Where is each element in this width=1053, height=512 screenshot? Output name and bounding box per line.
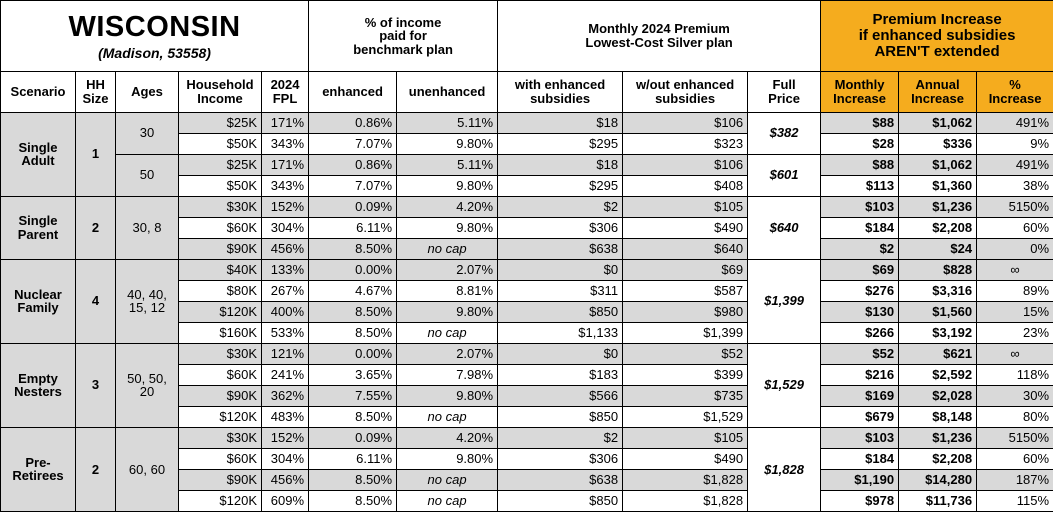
fpl-value: 152%: [262, 196, 309, 217]
enhanced-pct-value: 8.50%: [309, 238, 397, 259]
unenhanced-pct-value: 5.11%: [397, 154, 498, 175]
enhanced-pct-value: 6.11%: [309, 217, 397, 238]
ages-value: 30, 8: [116, 196, 179, 259]
enhanced-pct-value: 0.00%: [309, 259, 397, 280]
unenhanced-pct-value: 9.80%: [397, 448, 498, 469]
unenhanced-pct-value: no cap: [397, 490, 498, 511]
enhanced-pct-value: 7.07%: [309, 133, 397, 154]
monthly-increase-value: $88: [821, 154, 899, 175]
full-price-value: $382: [748, 112, 821, 154]
monthly-increase-value: $276: [821, 280, 899, 301]
fpl-value: 362%: [262, 385, 309, 406]
column-header-enhanced: enhanced: [309, 72, 397, 113]
fpl-value: 152%: [262, 427, 309, 448]
annual-increase-value: $1,062: [899, 112, 977, 133]
annual-increase-value: $1,236: [899, 427, 977, 448]
pct-increase-value: 5150%: [977, 427, 1053, 448]
unenhanced-pct-value: 4.20%: [397, 196, 498, 217]
monthly-increase-value: $978: [821, 490, 899, 511]
premium-without-subsidies-value: $587: [623, 280, 748, 301]
fpl-value: 456%: [262, 469, 309, 490]
monthly-increase-value: $679: [821, 406, 899, 427]
premium-without-subsidies-value: $490: [623, 448, 748, 469]
fpl-value: 133%: [262, 259, 309, 280]
household-income-value: $50K: [179, 175, 262, 196]
column-header-with-enhanced-subsidies: with enhanced subsidies: [498, 72, 623, 113]
scenario-label: Single Parent: [1, 196, 76, 259]
pct-increase-value: 118%: [977, 364, 1053, 385]
household-income-value: $50K: [179, 133, 262, 154]
table-row: [1, 196, 1053, 217]
household-income-value: $90K: [179, 238, 262, 259]
premium-without-subsidies-value: $52: [623, 343, 748, 364]
pct-increase-value: 23%: [977, 322, 1053, 343]
premium-with-subsidies-value: $18: [498, 112, 623, 133]
monthly-increase-value: $130: [821, 301, 899, 322]
hh-size-value: 2: [76, 427, 116, 511]
column-header-hh-size: HH Size: [76, 72, 116, 113]
premium-without-subsidies-value: $1,828: [623, 490, 748, 511]
premium-without-subsidies-value: $640: [623, 238, 748, 259]
monthly-increase-value: $2: [821, 238, 899, 259]
scenario-label: Pre-Retirees: [1, 427, 76, 511]
column-header-ages: Ages: [116, 72, 179, 113]
unenhanced-pct-value: 7.98%: [397, 364, 498, 385]
unenhanced-pct-value: 5.11%: [397, 112, 498, 133]
premium-with-subsidies-value: $1,133: [498, 322, 623, 343]
premium-without-subsidies-value: $323: [623, 133, 748, 154]
monthly-increase-value: $216: [821, 364, 899, 385]
column-header-monthly-increase: Monthly Increase: [821, 72, 899, 113]
enhanced-pct-value: 0.09%: [309, 196, 397, 217]
ages-value: 40, 40, 15, 12: [116, 259, 179, 343]
household-income-value: $40K: [179, 259, 262, 280]
pct-increase-value: 38%: [977, 175, 1053, 196]
ages-value: 50: [116, 154, 179, 196]
premium-with-subsidies-value: $850: [498, 406, 623, 427]
unenhanced-pct-value: 4.20%: [397, 427, 498, 448]
premium-without-subsidies-value: $980: [623, 301, 748, 322]
monthly-increase-value: $69: [821, 259, 899, 280]
unenhanced-pct-value: 9.80%: [397, 133, 498, 154]
annual-increase-value: $1,236: [899, 196, 977, 217]
household-income-value: $120K: [179, 406, 262, 427]
fpl-value: 483%: [262, 406, 309, 427]
premium-without-subsidies-value: $1,399: [623, 322, 748, 343]
premium-with-subsidies-value: $0: [498, 259, 623, 280]
pct-increase-value: 491%: [977, 154, 1053, 175]
hh-size-value: 2: [76, 196, 116, 259]
household-income-value: $30K: [179, 427, 262, 448]
full-price-value: $601: [748, 154, 821, 196]
full-price-value: $1,399: [748, 259, 821, 343]
unenhanced-pct-value: 9.80%: [397, 301, 498, 322]
household-income-value: $120K: [179, 490, 262, 511]
fpl-value: 304%: [262, 217, 309, 238]
household-income-value: $60K: [179, 448, 262, 469]
fpl-value: 171%: [262, 154, 309, 175]
premium-without-subsidies-value: $105: [623, 427, 748, 448]
table-row: [1, 112, 1053, 133]
premium-without-subsidies-value: $69: [623, 259, 748, 280]
pct-increase-value: 60%: [977, 217, 1053, 238]
scenario-label: Nuclear Family: [1, 259, 76, 343]
table-row: [1, 154, 1053, 175]
hh-size-value: 3: [76, 343, 116, 427]
pct-increase-value: 9%: [977, 133, 1053, 154]
household-income-value: $90K: [179, 469, 262, 490]
premium-with-subsidies-value: $295: [498, 175, 623, 196]
premium-with-subsidies-value: $850: [498, 490, 623, 511]
household-income-value: $30K: [179, 343, 262, 364]
enhanced-pct-value: 0.09%: [309, 427, 397, 448]
household-income-value: $30K: [179, 196, 262, 217]
unenhanced-pct-value: 8.81%: [397, 280, 498, 301]
household-income-value: $25K: [179, 112, 262, 133]
monthly-increase-value: $103: [821, 196, 899, 217]
pct-increase-value: 0%: [977, 238, 1053, 259]
full-price-value: $640: [748, 196, 821, 259]
table-row: [1, 259, 1053, 280]
full-price-value: $1,828: [748, 427, 821, 511]
premium-with-subsidies-value: $0: [498, 343, 623, 364]
income-group-header: % of income paid for benchmark plan: [309, 1, 498, 72]
fpl-value: 343%: [262, 175, 309, 196]
annual-increase-value: $828: [899, 259, 977, 280]
hh-size-value: 1: [76, 112, 116, 196]
fpl-value: 609%: [262, 490, 309, 511]
annual-increase-value: $3,192: [899, 322, 977, 343]
column-header-row: [1, 72, 1053, 113]
fpl-value: 533%: [262, 322, 309, 343]
enhanced-pct-value: 8.50%: [309, 406, 397, 427]
enhanced-pct-value: 8.50%: [309, 490, 397, 511]
household-income-value: $120K: [179, 301, 262, 322]
pct-increase-value: 491%: [977, 112, 1053, 133]
annual-increase-value: $336: [899, 133, 977, 154]
unenhanced-pct-value: 9.80%: [397, 217, 498, 238]
pct-increase-value: 115%: [977, 490, 1053, 511]
premium-without-subsidies-value: $490: [623, 217, 748, 238]
pct-increase-value: 187%: [977, 469, 1053, 490]
annual-increase-value: $14,280: [899, 469, 977, 490]
column-header-unenhanced: unenhanced: [397, 72, 498, 113]
pct-increase-value: 5150%: [977, 196, 1053, 217]
unenhanced-pct-value: 2.07%: [397, 343, 498, 364]
premium-without-subsidies-value: $408: [623, 175, 748, 196]
premium-with-subsidies-value: $295: [498, 133, 623, 154]
pct-increase-value: ∞: [977, 259, 1053, 280]
premium-with-subsidies-value: $306: [498, 217, 623, 238]
ages-value: 30: [116, 112, 179, 154]
table-row: [1, 343, 1053, 364]
column-header-without-enhanced-subsidies: w/out enhanced subsidies: [623, 72, 748, 113]
annual-increase-value: $1,360: [899, 175, 977, 196]
pct-increase-value: 60%: [977, 448, 1053, 469]
title-row: [1, 1, 1053, 72]
enhanced-pct-value: 4.67%: [309, 280, 397, 301]
fpl-value: 171%: [262, 112, 309, 133]
annual-increase-value: $2,028: [899, 385, 977, 406]
premium-without-subsidies-value: $735: [623, 385, 748, 406]
monthly-increase-value: $184: [821, 217, 899, 238]
enhanced-pct-value: 7.55%: [309, 385, 397, 406]
fpl-value: 343%: [262, 133, 309, 154]
annual-increase-value: $621: [899, 343, 977, 364]
annual-increase-value: $2,208: [899, 448, 977, 469]
table-row: [1, 427, 1053, 448]
household-income-value: $25K: [179, 154, 262, 175]
monthly-increase-value: $266: [821, 322, 899, 343]
increase-group-header: Premium Increase if enhanced subsidies AREN'T extended: [821, 1, 1053, 72]
unenhanced-pct-value: no cap: [397, 406, 498, 427]
annual-increase-value: $8,148: [899, 406, 977, 427]
household-income-value: $80K: [179, 280, 262, 301]
premium-with-subsidies-value: $638: [498, 469, 623, 490]
ages-value: 60, 60: [116, 427, 179, 511]
monthly-increase-value: $28: [821, 133, 899, 154]
annual-increase-value: $3,316: [899, 280, 977, 301]
fpl-value: 456%: [262, 238, 309, 259]
unenhanced-pct-value: 2.07%: [397, 259, 498, 280]
annual-increase-value: $1,062: [899, 154, 977, 175]
enhanced-pct-value: 7.07%: [309, 175, 397, 196]
column-header-scenario: Scenario: [1, 72, 76, 113]
fpl-value: 304%: [262, 448, 309, 469]
annual-increase-value: $11,736: [899, 490, 977, 511]
hh-size-value: 4: [76, 259, 116, 343]
enhanced-pct-value: 8.50%: [309, 301, 397, 322]
pct-increase-value: 89%: [977, 280, 1053, 301]
column-header-pct-increase: % Increase: [977, 72, 1053, 113]
pct-increase-value: 30%: [977, 385, 1053, 406]
fpl-value: 400%: [262, 301, 309, 322]
unenhanced-pct-value: no cap: [397, 469, 498, 490]
column-header-annual-increase: Annual Increase: [899, 72, 977, 113]
state-title-cell: [1, 1, 309, 72]
pct-increase-value: ∞: [977, 343, 1053, 364]
household-income-value: $160K: [179, 322, 262, 343]
enhanced-pct-value: 0.86%: [309, 154, 397, 175]
full-price-value: $1,529: [748, 343, 821, 427]
monthly-increase-value: $169: [821, 385, 899, 406]
column-header-fpl: 2024 FPL: [262, 72, 309, 113]
premium-without-subsidies-value: $1,529: [623, 406, 748, 427]
state-location: (Madison, 53558): [98, 44, 211, 61]
unenhanced-pct-value: no cap: [397, 322, 498, 343]
scenario-label: Single Adult: [1, 112, 76, 196]
premium-with-subsidies-value: $638: [498, 238, 623, 259]
column-header-full-price: Full Price: [748, 72, 821, 113]
enhanced-pct-value: 8.50%: [309, 469, 397, 490]
column-header-household-income: Household Income: [179, 72, 262, 113]
premium-with-subsidies-value: $2: [498, 196, 623, 217]
annual-increase-value: $2,592: [899, 364, 977, 385]
premium-without-subsidies-value: $105: [623, 196, 748, 217]
monthly-increase-value: $88: [821, 112, 899, 133]
household-income-value: $60K: [179, 364, 262, 385]
premium-with-subsidies-value: $311: [498, 280, 623, 301]
premium-with-subsidies-value: $183: [498, 364, 623, 385]
scenario-label: Empty Nesters: [1, 343, 76, 427]
enhanced-pct-value: 8.50%: [309, 322, 397, 343]
pct-increase-value: 15%: [977, 301, 1053, 322]
monthly-increase-value: $52: [821, 343, 899, 364]
annual-increase-value: $24: [899, 238, 977, 259]
premium-without-subsidies-value: $106: [623, 154, 748, 175]
fpl-value: 267%: [262, 280, 309, 301]
premium-with-subsidies-value: $850: [498, 301, 623, 322]
state-name: WISCONSIN: [68, 10, 241, 43]
premium-with-subsidies-value: $306: [498, 448, 623, 469]
monthly-increase-value: $103: [821, 427, 899, 448]
annual-increase-value: $1,560: [899, 301, 977, 322]
enhanced-pct-value: 0.86%: [309, 112, 397, 133]
premium-with-subsidies-value: $2: [498, 427, 623, 448]
premium-with-subsidies-value: $18: [498, 154, 623, 175]
enhanced-pct-value: 0.00%: [309, 343, 397, 364]
monthly-increase-value: $1,190: [821, 469, 899, 490]
premium-group-header: Monthly 2024 Premium Lowest-Cost Silver plan: [498, 1, 821, 72]
premium-without-subsidies-value: $106: [623, 112, 748, 133]
pct-increase-value: 80%: [977, 406, 1053, 427]
enhanced-pct-value: 3.65%: [309, 364, 397, 385]
monthly-increase-value: $184: [821, 448, 899, 469]
ages-value: 50, 50, 20: [116, 343, 179, 427]
fpl-value: 241%: [262, 364, 309, 385]
premium-without-subsidies-value: $1,828: [623, 469, 748, 490]
monthly-increase-value: $113: [821, 175, 899, 196]
enhanced-pct-value: 6.11%: [309, 448, 397, 469]
fpl-value: 121%: [262, 343, 309, 364]
annual-increase-value: $2,208: [899, 217, 977, 238]
unenhanced-pct-value: 9.80%: [397, 175, 498, 196]
unenhanced-pct-value: no cap: [397, 238, 498, 259]
household-income-value: $60K: [179, 217, 262, 238]
premium-with-subsidies-value: $566: [498, 385, 623, 406]
premium-without-subsidies-value: $399: [623, 364, 748, 385]
household-income-value: $90K: [179, 385, 262, 406]
unenhanced-pct-value: 9.80%: [397, 385, 498, 406]
